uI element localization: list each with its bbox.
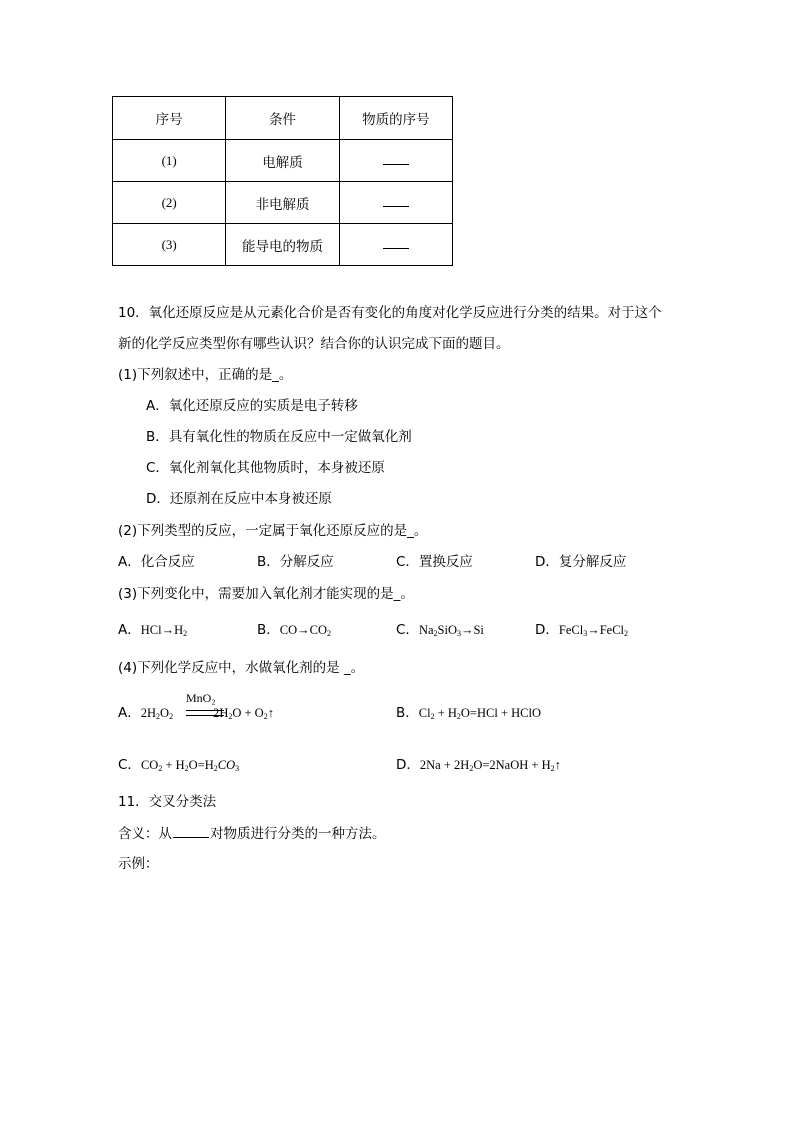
q10-part1-option-c: C．氧化剂氧化其他物质时，本身被还原	[146, 460, 385, 476]
row-index: (1)	[113, 140, 226, 182]
reaction-condition-bar	[186, 710, 224, 716]
option-label: B．	[396, 705, 419, 721]
q10-stem-line2: 新的化学反应类型你有哪些认识？结合你的认识完成下面的题目。	[118, 336, 510, 352]
row-condition: 非电解质	[226, 182, 339, 224]
answer-blank	[339, 182, 452, 224]
q10-part3-option-c	[396, 622, 484, 638]
q10-part2-question: (2)下列类型的反应，一定属于氧化还原反应的是_。	[118, 523, 428, 539]
row-condition: 能导电的物质	[226, 224, 339, 266]
q10-part2-option-a: A．化合反应	[118, 554, 195, 570]
q10-part3-option-b	[257, 622, 331, 638]
option-label: A．	[118, 622, 141, 638]
formula: FeCl$_3$→FeCl$_2$	[558, 623, 629, 638]
option-label: D．	[396, 757, 420, 773]
row-index: (3)	[113, 224, 226, 266]
definition-prefix: 含义：从	[118, 826, 172, 842]
answer-blank	[173, 825, 209, 838]
table-row	[113, 140, 453, 182]
q10-part4-option-d	[396, 757, 561, 773]
option-label: B．	[257, 622, 280, 638]
q10-part1-option-a: A．氧化还原反应的实质是电子转移	[146, 398, 358, 414]
row-condition: 电解质	[226, 140, 339, 182]
formula: $Cl_2 + H_2O=HCl$ + HClO	[418, 706, 541, 721]
q10-part4-option-b	[396, 705, 541, 721]
col-header-index: 序号	[113, 97, 226, 140]
q10-part2-option-c: C．置换反应	[396, 554, 473, 570]
row-index: (2)	[113, 182, 226, 224]
q11-example-label: 示例：	[118, 856, 159, 872]
q10-stem-line1: 10．氧化还原反应是从元素化合价是否有变化的角度对化学反应进行分类的结果。对于这个	[118, 305, 662, 321]
answer-blank	[339, 224, 452, 266]
option-label: A．	[118, 705, 141, 721]
definition-suffix: 对物质进行分类的一种方法。	[210, 826, 386, 842]
formula: $2Na + 2H_2O=2NaOH$ + $H_2↑$	[419, 758, 561, 773]
table-row	[113, 224, 453, 266]
option-label: D．	[535, 622, 559, 638]
q10-part1-question: (1)下列叙述中，正确的是_。	[118, 367, 293, 383]
option-label: C．	[118, 757, 141, 773]
option-label: C．	[396, 622, 419, 638]
q10-part4-question: (4)下列化学反应中，水做氧化剂的是 _。	[118, 660, 365, 676]
formula: $CO\to CO_2$	[279, 623, 331, 638]
q10-part3-option-d	[535, 622, 628, 638]
formula: $2H_2O_2$ $2H_2O$ + $O_2↑$	[140, 706, 274, 721]
q11-definition	[118, 825, 386, 842]
q10-part4-option-c	[118, 757, 239, 773]
q10-part2-option-d: D．复分解反应	[535, 554, 627, 570]
q10-part1-option-b: B．具有氧化性的物质在反应中一定做氧化剂	[146, 429, 412, 445]
formula: $Na_2SiO_3\to Si$	[418, 623, 484, 638]
q10-part2-option-b: B．分解反应	[257, 554, 334, 570]
answer-blank	[339, 140, 452, 182]
q10-part3-question: (3)下列变化中，需要加入氧化剂才能实现的是_。	[118, 586, 414, 602]
col-header-condition: 条件	[226, 97, 339, 140]
substance-table	[112, 96, 453, 266]
catalyst-label: MnO₂	[186, 691, 216, 705]
formula: $HCl\to H_2$	[140, 623, 188, 638]
q10-part1-option-d: D．还原剂在反应中本身被还原	[146, 491, 332, 507]
table-row	[113, 182, 453, 224]
col-header-substance-no: 物质的序号	[339, 97, 452, 140]
formula: $CO_2 + H_2O=H_2CO_3$	[140, 758, 240, 773]
q10-part3-option-a	[118, 622, 187, 638]
q11-title: 11．交叉分类法	[118, 794, 217, 810]
